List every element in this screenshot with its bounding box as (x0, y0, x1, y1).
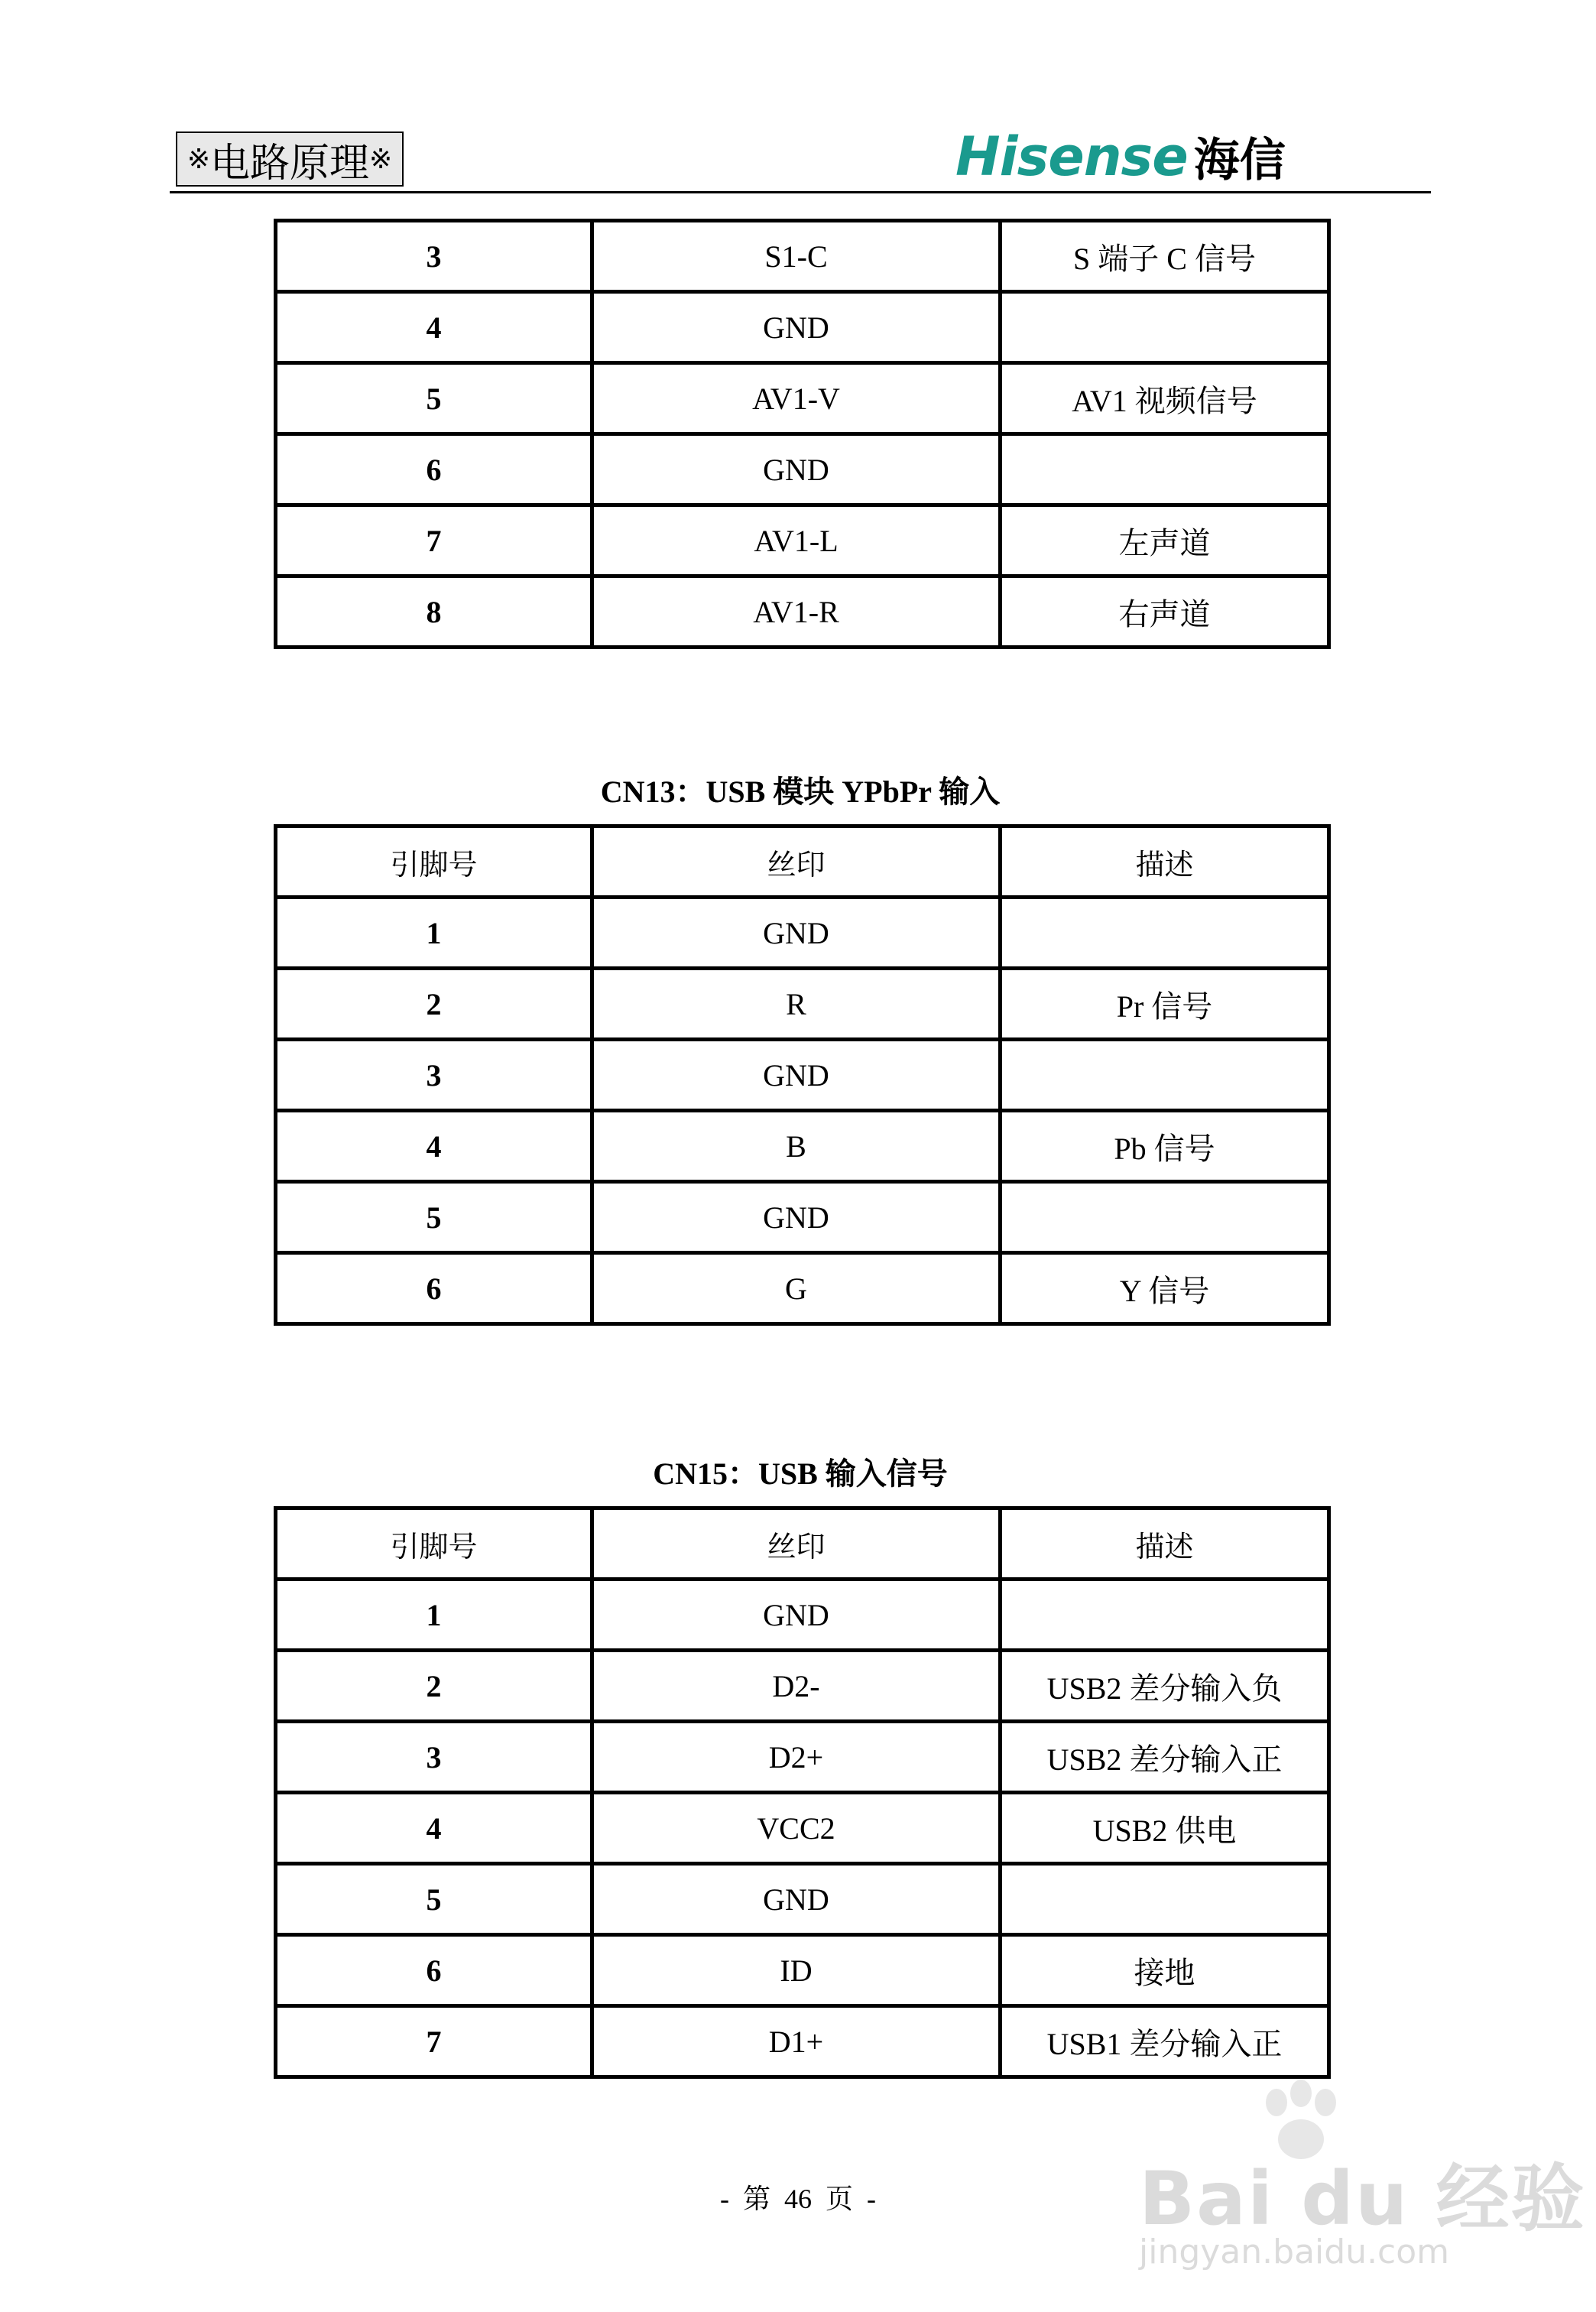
table-row (276, 1864, 1329, 1935)
reference-mark-left: ※ (187, 144, 210, 174)
table-row (276, 898, 1329, 969)
table-row (276, 1722, 1329, 1793)
desc-cell (1001, 1182, 1329, 1253)
desc-cell: Pr 信号 (1001, 969, 1329, 1040)
pin-cell: 3 (276, 1722, 592, 1793)
desc-cell: 右声道 (1001, 576, 1329, 648)
desc-cell (1001, 1864, 1329, 1935)
table-row (276, 2006, 1329, 2077)
table-row (276, 1111, 1329, 1182)
silk-cell: GND (592, 1040, 1001, 1111)
silk-cell: B (592, 1111, 1001, 1182)
silk-cell: R (592, 969, 1001, 1040)
desc-cell: USB2 供电 (1001, 1793, 1329, 1864)
section-title: 电路原理 (209, 141, 369, 186)
logo-cjk: 海信 (1193, 134, 1286, 187)
pin-cell: 5 (276, 363, 592, 434)
silk-cell: GND (592, 434, 1001, 505)
silk-cell: D2- (592, 1651, 1001, 1722)
pin-table-continued (274, 219, 1331, 649)
silk-cell: GND (592, 1182, 1001, 1253)
silk-cell: AV1-V (592, 363, 1001, 434)
header-silk: 丝印 (592, 1508, 1001, 1580)
pin-cell: 8 (276, 576, 592, 648)
table-row (276, 505, 1329, 576)
header-desc: 描述 (1001, 1508, 1329, 1580)
header-silk: 丝印 (592, 826, 1001, 898)
pin-cell: 2 (276, 1651, 592, 1722)
pin-cell: 3 (276, 221, 592, 292)
desc-cell (1001, 292, 1329, 363)
cn15-caption: CN15：USB 输入信号 (653, 1456, 948, 1491)
hisense-logo (955, 125, 1286, 188)
header-desc: 描述 (1001, 826, 1329, 898)
pin-cell: 6 (276, 434, 592, 505)
silk-cell: S1-C (592, 221, 1001, 292)
logo-latin: Hisense (955, 125, 1188, 188)
page-number: - 第 46 页 - (720, 2184, 876, 2214)
silk-cell: AV1-R (592, 576, 1001, 648)
pin-cell: 4 (276, 1111, 592, 1182)
pin-cell: 3 (276, 1040, 592, 1111)
desc-cell (1001, 898, 1329, 969)
watermark-text: Bai du 经验 (1139, 2156, 1586, 2242)
silk-cell: GND (592, 292, 1001, 363)
silk-cell: ID (592, 1935, 1001, 2006)
table-row (276, 969, 1329, 1040)
desc-cell: Pb 信号 (1001, 1111, 1329, 1182)
silk-cell: D1+ (592, 2006, 1001, 2077)
pin-cell: 7 (276, 2006, 592, 2077)
desc-cell: 左声道 (1001, 505, 1329, 576)
silk-cell: VCC2 (592, 1793, 1001, 1864)
silk-cell: G (592, 1253, 1001, 1324)
desc-cell: AV1 视频信号 (1001, 363, 1329, 434)
silk-cell: GND (592, 898, 1001, 969)
table-header-row (276, 826, 1329, 898)
table-row (276, 576, 1329, 648)
desc-cell: S 端子 C 信号 (1001, 221, 1329, 292)
cn13-caption: CN13：USB 模块 YPbPr 输入 (600, 774, 1001, 809)
header-divider (170, 191, 1431, 193)
section-title-box (176, 132, 404, 187)
pin-cell: 4 (276, 1793, 592, 1864)
pin-cell: 5 (276, 1182, 592, 1253)
table-row (276, 1253, 1329, 1324)
pin-cell: 2 (276, 969, 592, 1040)
silk-cell: GND (592, 1580, 1001, 1651)
header-pin: 引脚号 (276, 826, 592, 898)
desc-cell: Y 信号 (1001, 1253, 1329, 1324)
desc-cell (1001, 1580, 1329, 1651)
table-row (276, 434, 1329, 505)
baidu-jingyan-watermark (1131, 2080, 1586, 2286)
table-row (276, 1580, 1329, 1651)
desc-cell (1001, 434, 1329, 505)
cn15-pin-table (274, 1506, 1331, 2079)
table-row (276, 363, 1329, 434)
desc-cell (1001, 1040, 1329, 1111)
cn13-pin-table (274, 824, 1331, 1326)
pin-cell: 5 (276, 1864, 592, 1935)
pin-cell: 7 (276, 505, 592, 576)
header-pin: 引脚号 (276, 1508, 592, 1580)
table-row (276, 1182, 1329, 1253)
table-row (276, 1935, 1329, 2006)
desc-cell: USB2 差分输入正 (1001, 1722, 1329, 1793)
silk-cell: AV1-L (592, 505, 1001, 576)
reference-mark-right: ※ (369, 144, 393, 174)
desc-cell: USB2 差分输入负 (1001, 1651, 1329, 1722)
table-row (276, 221, 1329, 292)
table-row (276, 1793, 1329, 1864)
watermark-url: jingyan.baidu.com (1139, 2232, 1450, 2271)
pin-cell: 4 (276, 292, 592, 363)
pin-cell: 1 (276, 898, 592, 969)
desc-cell: 接地 (1001, 1935, 1329, 2006)
pin-cell: 6 (276, 1253, 592, 1324)
table-row (276, 292, 1329, 363)
desc-cell: USB1 差分输入正 (1001, 2006, 1329, 2077)
pin-cell: 6 (276, 1935, 592, 2006)
table-header-row (276, 1508, 1329, 1580)
table-row (276, 1040, 1329, 1111)
silk-cell: D2+ (592, 1722, 1001, 1793)
pin-cell: 1 (276, 1580, 592, 1651)
table-row (276, 1651, 1329, 1722)
silk-cell: GND (592, 1864, 1001, 1935)
